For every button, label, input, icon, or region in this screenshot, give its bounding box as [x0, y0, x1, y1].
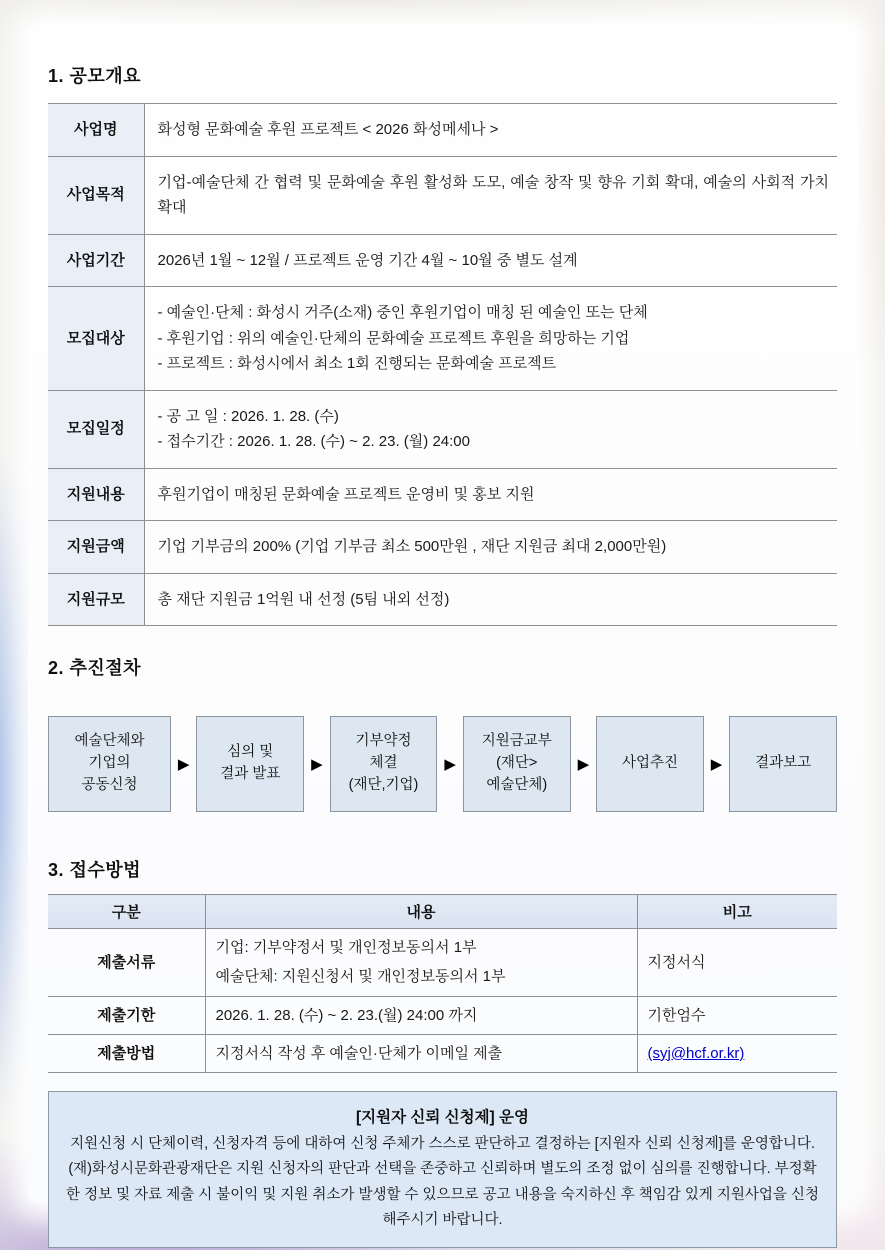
- overview-row: [48, 234, 837, 287]
- overview-row-label: 사업명: [48, 104, 144, 157]
- overview-table: [48, 103, 837, 626]
- overview-row-label: 사업목적: [48, 156, 144, 234]
- overview-row-value: [144, 104, 837, 157]
- overview-row: [48, 156, 837, 234]
- flow-step-line: 사업추진: [621, 755, 678, 772]
- apply-header-cell: 내용: [205, 895, 637, 929]
- apply-content-line: 2026. 1. 28. (수) ~ 2. 23.(월) 24:00 까지: [215, 1006, 478, 1024]
- overview-row-value: [144, 390, 837, 468]
- flow-arrow-icon: ▶: [444, 756, 456, 773]
- overview-value-line: - 접수기간 : 2026. 1. 28. (수) ~ 2. 23. (월) 24:00: [157, 433, 470, 450]
- flow-step-line: 결과 발표: [220, 766, 281, 782]
- apply-table-header: [48, 895, 837, 929]
- flow-step: [729, 716, 837, 812]
- overview-row: [48, 390, 837, 468]
- overview-value-line: 기업 기부금의 200% (기업 기부금 최소 500만원 , 재단 지원금 최대 2,000만원): [157, 538, 667, 555]
- overview-row: [48, 287, 837, 391]
- section3-title: 3. 접수방법: [48, 860, 142, 880]
- apply-header-cell: 구분: [48, 895, 205, 929]
- overview-row-value: [144, 521, 837, 574]
- process-flow: [48, 716, 837, 812]
- overview-row-label: 지원내용: [48, 468, 144, 521]
- overview-row-value: [144, 234, 837, 287]
- overview-row: [48, 468, 837, 521]
- apply-row-note: 지정서식: [637, 929, 837, 997]
- email-link[interactable]: (syj@hcf.or.kr): [647, 1044, 745, 1062]
- flow-step-line: 체결: [369, 755, 398, 772]
- flow-arrow-icon: ▶: [577, 756, 590, 773]
- flow-step-line: 결과보고: [755, 755, 812, 772]
- overview-value-line: - 프로젝트 : 화성시에서 최소 1회 진행되는 문화예술 프로젝트: [157, 355, 557, 372]
- notice-title: [지원자 신뢰 신청제] 운영: [356, 1109, 529, 1126]
- notice-body: 지원신청 시 단체이력, 신청자격 등에 대하여 신청 주체가 스스로 판단하고 결정하는 [지원자 신뢰 신청제]를 운영합니다. (재)화성시문화관광재단은 지원 신청자의 판단과 선택을 존중하고 신뢰하며 별도의 조정 없이 심의를 진행합니다. 부정확한 정보 및 자료 제출 시 불이익 및 지원 취소가 발생할 수 있으므로 공고 내용을 숙지하신 후 책임감 있게 지원사업을 신청해주시기 바랍니다.: [66, 1136, 819, 1229]
- apply-row-label: 제출기한: [48, 996, 205, 1034]
- overview-row-value: [144, 573, 837, 626]
- document-content: [28, 24, 858, 1248]
- overview-value-line: - 공 고 일 : 2026. 1. 28. (수): [157, 407, 339, 425]
- overview-value-line: - 예술인·단체 : 화성시 거주(소재) 중인 후원기업이 매칭 된 예술인 또는 단체: [157, 304, 648, 321]
- overview-row-value: [144, 156, 837, 234]
- flow-arrow-icon: ▶: [710, 756, 723, 773]
- apply-content-line: 지정서식 작성 후 예술인·단체가 이메일 제출: [215, 1044, 503, 1062]
- overview-row-label: 지원금액: [48, 521, 144, 574]
- flow-step: [596, 716, 704, 812]
- overview-value-line: 후원기업이 매칭된 문화예술 프로젝트 운영비 및 홍보 지원: [157, 485, 535, 503]
- overview-row: [48, 521, 837, 574]
- flow-arrow-icon: ▶: [311, 756, 323, 773]
- apply-header-cell: 비고: [637, 895, 837, 929]
- flow-step-line: 예술단체): [486, 776, 548, 793]
- document-page: [28, 24, 858, 1229]
- flow-step: [48, 716, 171, 812]
- apply-row-content: [205, 1034, 637, 1072]
- flow-step-line: (재단,기업): [348, 776, 419, 793]
- overview-table-body: [48, 104, 837, 626]
- overview-row: [48, 573, 837, 626]
- overview-row-label: 지원규모: [48, 573, 144, 626]
- apply-row-label: 제출서류: [48, 929, 205, 997]
- apply-content-line: 기업: 기부약정서 및 개인정보동의서 1부: [215, 939, 477, 956]
- overview-row-label: 사업기간: [48, 234, 144, 287]
- flow-step-line: 기업의: [88, 755, 131, 772]
- overview-value-line: 2026년 1월 ~ 12월 / 프로젝트 운영 기간 4월 ~ 10월 중 별도 설계: [157, 251, 578, 269]
- flow-step-line: 지원금교부: [481, 733, 552, 750]
- overview-value-line: 총 재단 지원금 1억원 내 선정 (5팀 내외 선정): [157, 590, 450, 608]
- apply-table: [48, 894, 837, 1073]
- flow-arrow-icon: ▶: [177, 756, 190, 773]
- flow-step: [330, 716, 438, 812]
- apply-row: [48, 996, 837, 1034]
- flow-step: [463, 716, 571, 812]
- flow-step-line: 예술단체와: [74, 733, 145, 750]
- apply-table-body: [48, 929, 837, 1073]
- section2-title: 2. 추진절차: [48, 658, 142, 678]
- overview-value-line: - 후원기업 : 위의 예술인·단체의 문화예술 프로젝트 후원을 희망하는 기업: [157, 329, 630, 347]
- apply-row-note: 기한엄수: [637, 996, 837, 1034]
- overview-row-label: 모집일정: [48, 390, 144, 468]
- overview-row-value: [144, 468, 837, 521]
- flow-step-line: 기부약정: [355, 733, 412, 750]
- section1-title: 1. 공모개요: [48, 66, 142, 86]
- flow-step-line: 심의 및: [227, 744, 274, 761]
- overview-row-value: [144, 287, 837, 391]
- flow-step-line: (재단>: [496, 755, 538, 772]
- notice-box: [48, 1091, 837, 1248]
- apply-row-note: [637, 1034, 837, 1072]
- flow-step: [196, 716, 304, 812]
- apply-row: [48, 1034, 837, 1072]
- apply-content-line: 예술단체: 지원신청서 및 개인정보동의서 1부: [215, 968, 506, 986]
- overview-row-label: 모집대상: [48, 287, 144, 391]
- apply-row-content: [205, 929, 637, 997]
- apply-row: [48, 929, 837, 997]
- overview-value-line: 화성형 문화예술 후원 프로젝트 < 2026 화성메세나 >: [157, 121, 499, 138]
- overview-value-line: 기업-예술단체 간 협력 및 문화예술 후원 활성화 도모, 예술 창작 및 향유 기회 확대, 예술의 사회적 가치 확대: [157, 173, 829, 216]
- flow-step-line: 공동신청: [81, 776, 138, 793]
- apply-row-content: [205, 996, 637, 1034]
- apply-row-label: 제출방법: [48, 1034, 205, 1072]
- overview-row: [48, 104, 837, 157]
